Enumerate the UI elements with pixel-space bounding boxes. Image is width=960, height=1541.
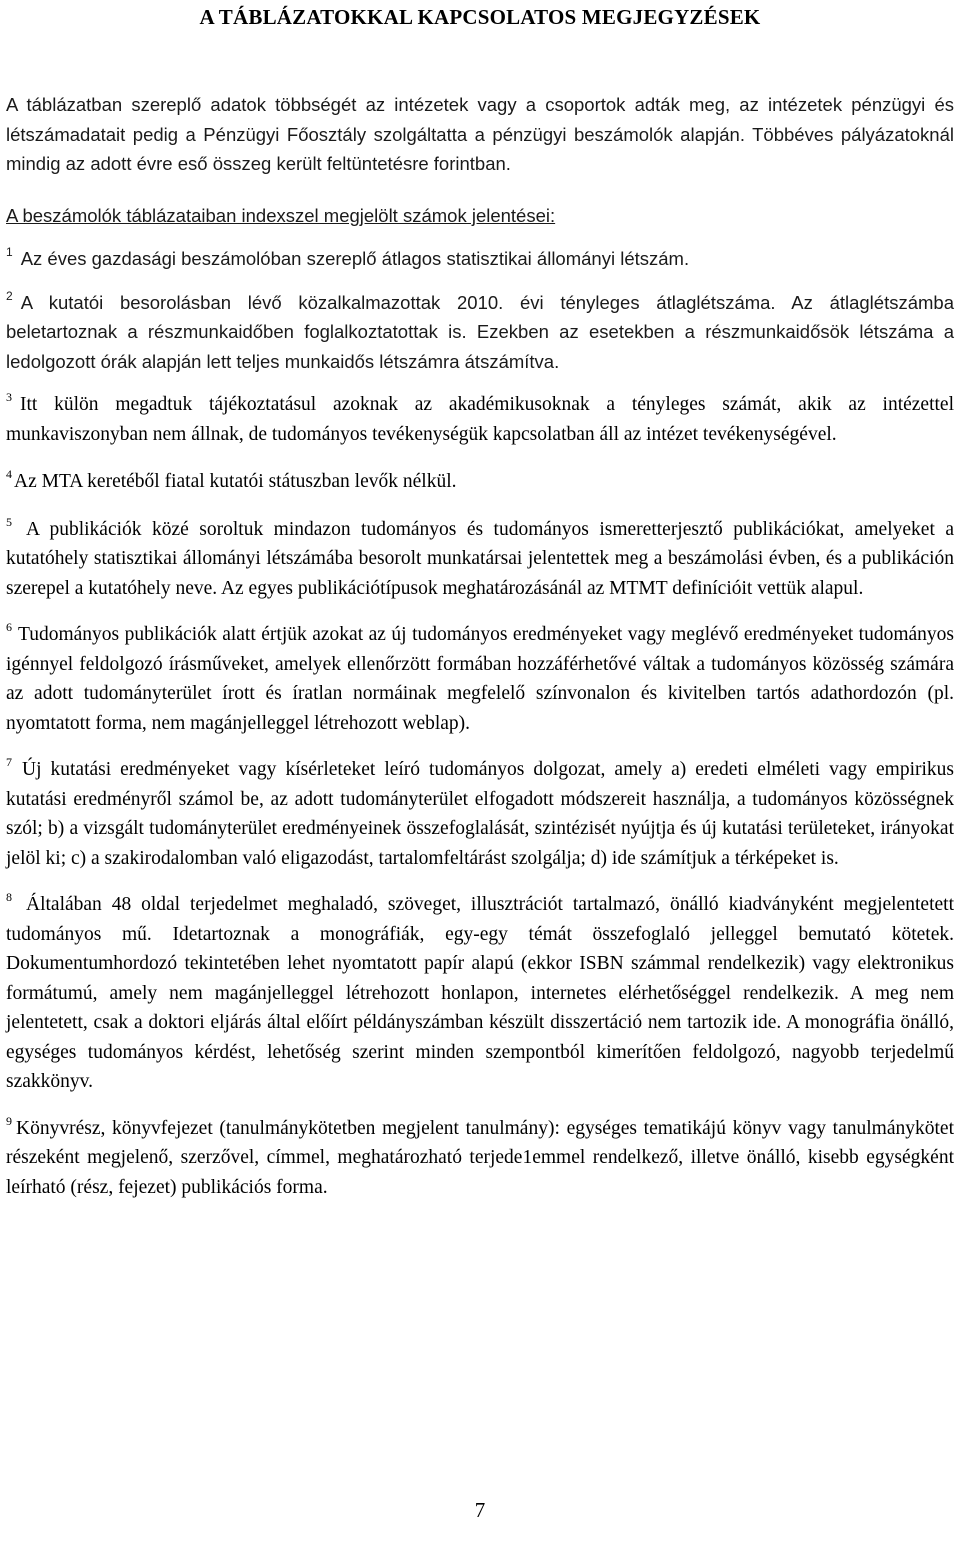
footnote-index: 5 <box>6 514 12 529</box>
footnote-7 <box>6 755 954 873</box>
footnote-text: Az MTA keretéből fiatal kutatói státuszban levők nélkül. <box>14 471 457 492</box>
page-number: 7 <box>474 1498 486 1522</box>
footnote-index: 3 <box>6 390 12 404</box>
intro-paragraph: A táblázatban szereplő adatok többségét az intézetek vagy a csoportok adták meg, az intézetek pénzügyi és létszámadatait pedig a Pénzügyi Főosztály szolgáltatta a pénzügyi beszámolók alapján. Többéves pályázatoknál mindig az adott évre eső összeg került feltüntetésre forintban. <box>6 94 954 174</box>
footnote-text: A kutatói besorolásban lévő közalkalmazottak 2010. évi tényleges átlaglétszáma. Az átlaglétszámba beletartoznak a részmunkaidőben foglalkoztatottak is. Ezekben az esetekben a részmunkaidősök létszáma a ledolgozott órák alapján lett teljes munkaidős létszámra átszámítva. <box>6 291 954 372</box>
footnote-text: Új kutatási eredményeket vagy kísérleteket leíró tudományos dolgozat, amely a) eredeti elméleti vagy empirikus kutatási eredményről számol be, az adott tudományterület elfogadott módszereit használja, a tudományos közösségnek szól; b) a vizsgált tudományterület eredményeinek összefoglalását, szintézisét nyújtja és új kutatási területeket, irányokat jelöl ki; c) a szakirodalomban való eligazodást, tartalomfeltárást szolgálja; d) ide számítjuk a térképeket is. <box>6 759 954 869</box>
footnote-index: 1 <box>6 245 13 259</box>
footnote-index: 4 <box>6 467 12 481</box>
footnote-text: Az éves gazdasági beszámolóban szereplő átlagos statisztikai állományi létszám. <box>20 248 690 269</box>
footnote-6 <box>6 620 954 738</box>
document-page <box>6 0 954 1202</box>
footnote-3 <box>6 390 954 449</box>
index-legend-heading: A beszámolók táblázataiban indexszel megjelölt számok jelentései: <box>6 204 556 226</box>
footnote-index: 7 <box>6 755 12 769</box>
footnote-index: 8 <box>6 890 12 904</box>
footnote-1 <box>6 244 954 274</box>
footnote-text: Általában 48 oldal terjedelmet meghaladó, szöveget, illusztrációt tartalmazó, önálló kiadványként megjelentetett tudományos mű. Idetartoznak a monográfiák, egy-egy témát összefoglaló jelleggel bemutató kötetek. Dokumentumhordozó tekintetében lehet nyomtatott papír alapú (ekkor ISBN számmal rendelkezik) vagy elektronikus formátumú, amely nem magánjelleggel létrehozott honlapon, internetes elérhetőséggel rendelkezik. A meg nem jelentetett, csak a doktori eljárás által előírt példányszámban készült disszertáció nem tartozik ide. A monográfia önálló, egységes tudományos kérdést, lehetőség szerint minden szempontból kimerítően feldolgozó, nagyobb terjedelmű szakkönyv. <box>6 894 954 1092</box>
footnote-text: Tudományos publikációk alatt értjük azokat az új tudományos eredményeket vagy meglévő eredményeket tudományos igénnyel feldolgozó írásműveket, amelyek ellenőrzött formában hozzáférhetővé váltak a tudományos közösség számára az adott tudományterület írott és íratlan normáinak megfelelő színvonalon és kivitelben tartós adathordozón (pl. nyomtatott forma, nem magánjelleggel létrehozott weblap). <box>6 624 954 734</box>
footnote-text: Könyvrész, könyvfejezet (tanulmánykötetben megjelent tanulmány): egységes tematikájú könyv vagy tanulmánykötet részeként megjelenő, szerzővel, címmel, meghatározható terjede1emmel rendelkező, illetve önálló, kisebb egységként leírható (rész, fejezet) publikációs forma. <box>6 1117 954 1198</box>
page-title: A TÁBLÁZATOKKAL KAPCSOLATOS MEGJEGYZÉSEK <box>199 5 761 29</box>
footnote-index: 9 <box>6 1113 12 1128</box>
footnote-index: 6 <box>6 620 12 634</box>
footnote-8 <box>6 890 954 1097</box>
footnote-4 <box>6 467 954 497</box>
footnote-5 <box>6 515 954 604</box>
footnote-index: 2 <box>6 288 13 303</box>
footnote-9 <box>6 1114 954 1203</box>
footnote-2 <box>6 288 954 377</box>
footnote-text: A publikációk közé soroltuk mindazon tudományos és tudományos ismeretterjesztő publikációkat, amelyeket a kutatóhely statisztikai állományi létszámába besorolt munkatársai jelentettek meg a beszámolási évben, és a publikáción szerepel a kutatóhely neve. Az egyes publikációtípusok meghatározásánál az MTMT definícióit vettük alapul. <box>6 518 954 599</box>
footnote-text: Itt külön megadtuk tájékoztatásul azoknak az akadémikusoknak a tényleges számát, akik az intézettel munkaviszonyban nem állnak, de tudományos tevékenységük kapcsolatban áll az intézet tevékenységével. <box>6 394 954 445</box>
